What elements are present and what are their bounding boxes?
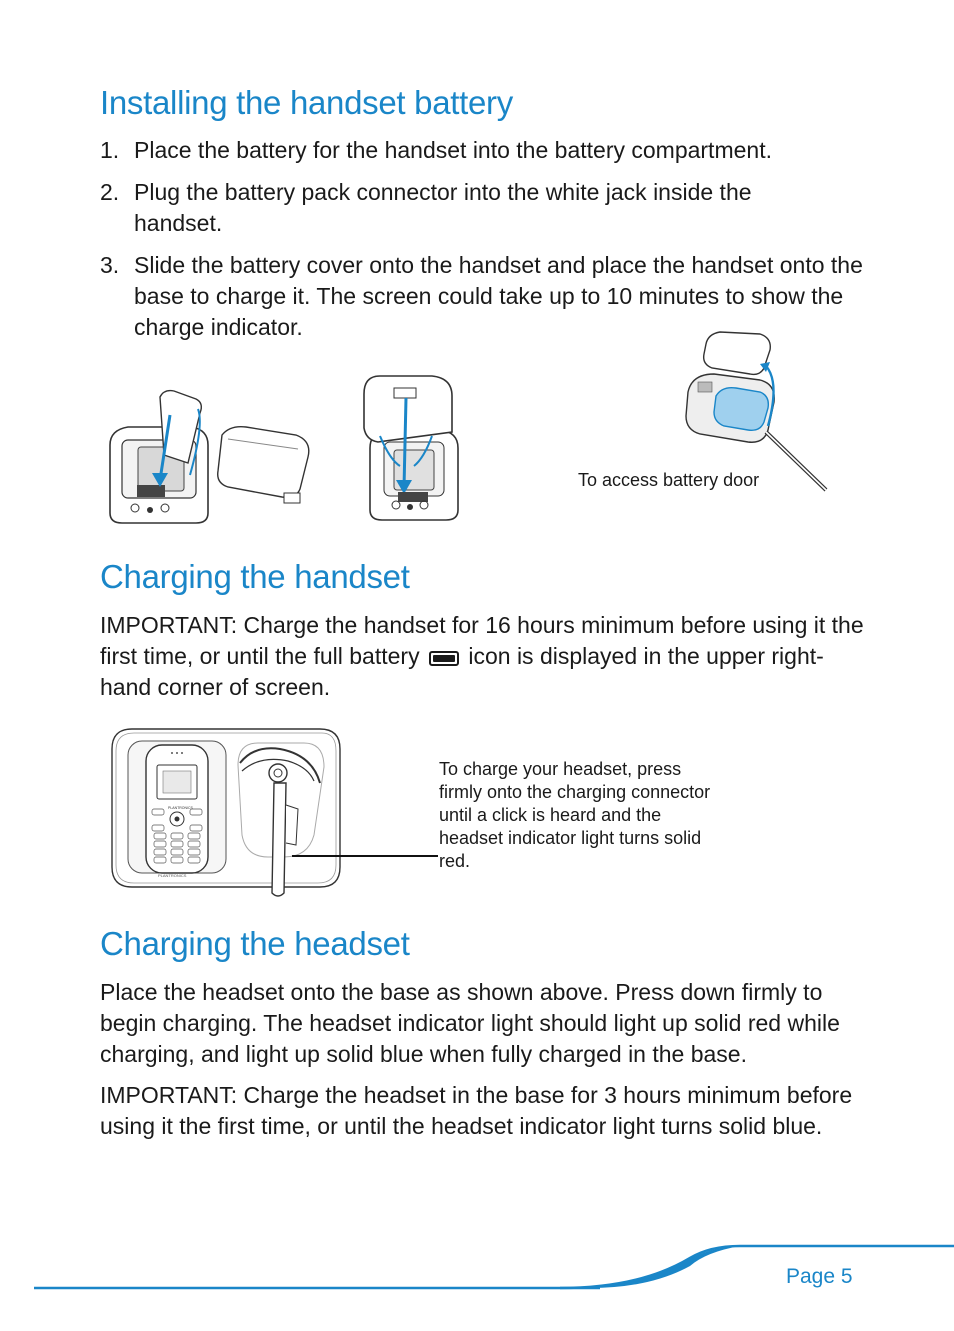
section-title-charging-headset: Charging the headset xyxy=(100,925,410,962)
step-text: Place the battery for the handset into the battery compartment. xyxy=(134,137,772,163)
step-number: 3. xyxy=(100,252,120,278)
step-number: 2. xyxy=(100,179,120,205)
important-text-after-icon: icon is displayed in the upper right-hand corner of screen. xyxy=(100,643,824,700)
important-headset-note: IMPORTANT: Charge the headset in the base for 3 hours minimum before using it the first time, or until the headset indicator light turns solid blue. xyxy=(100,1082,853,1139)
step-text: Plug the battery pack connector into the white jack inside the handset. xyxy=(134,179,752,236)
step-1 xyxy=(100,135,880,166)
step-text: Slide the battery cover onto the handset and place the handset onto the base to charge it. The screen could take up to 10 minutes to show the charge indicator. xyxy=(134,252,863,340)
base-brand-text: PLANTRONICS xyxy=(158,873,187,878)
important-handset-note xyxy=(100,610,870,703)
charging-base-illustration xyxy=(108,725,438,900)
battery-insert-illustration xyxy=(100,385,320,530)
headset-instructions-paragraph: Place the headset onto the base as shown above. Press down firmly to begin charging. The headset indicator light should light up solid red while charging, and light up solid blue when fully charged in the base. xyxy=(100,979,840,1067)
section-title-charging-handset: Charging the handset xyxy=(100,558,410,595)
battery-door-caption: To access battery door xyxy=(578,470,760,490)
full-battery-icon xyxy=(429,651,459,666)
headset-charging-caption: To charge your headset, press firmly onto the charging connector until a click is heard and the headset indicator light turns solid red. xyxy=(439,759,711,871)
handset-brand-text: PLANTRONICS xyxy=(168,806,193,810)
section-title-install-battery: Installing the handset battery xyxy=(100,84,513,121)
battery-cover-illustration xyxy=(360,370,475,530)
step-2 xyxy=(100,177,820,239)
important-text-before-icon: IMPORTANT: Charge the handset for 16 hours minimum before using it the first time, or until the full battery xyxy=(100,612,864,669)
page-number: Page 5 xyxy=(786,1265,853,1288)
step-number: 1. xyxy=(100,137,120,163)
